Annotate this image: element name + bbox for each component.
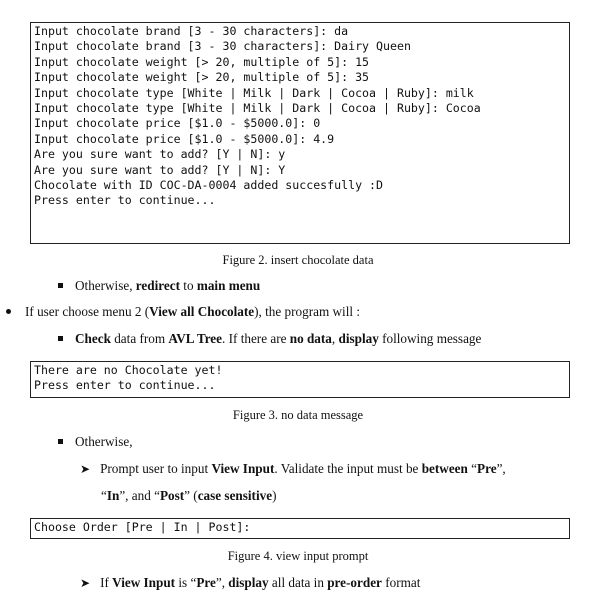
console-line: Input chocolate type [White | Milk | Dark | Cocoa | Ruby]: milk: [34, 85, 474, 100]
console-line: Input chocolate price [$1.0 - $5000.0]: 0: [34, 116, 321, 131]
bullet-check-data: Check data from AVL Tree. If there are no data, display following message: [58, 331, 481, 347]
console-line: Input chocolate type [White | Milk | Dark | Cocoa | Ruby]: Cocoa: [34, 101, 481, 116]
figure2-console: [30, 22, 570, 244]
console-line: Input chocolate price [$1.0 - $5000.0]: 4.9: [34, 131, 335, 146]
console-line: Input chocolate brand [3 - 30 characters]: Dairy Queen: [34, 39, 411, 54]
round-bullet-icon: [6, 309, 11, 314]
console-line: Input chocolate brand [3 - 30 characters]: da: [34, 24, 349, 38]
bullet-menu-2: If user choose menu 2 (View all Chocolate), the program will :: [6, 304, 360, 320]
arrow-bullet-icon: ➤: [80, 576, 91, 590]
console-line: Press enter to continue...: [34, 378, 216, 393]
console-line: Choose Order [Pre | In | Post]:: [34, 520, 251, 534]
figure3-caption: Figure 3. no data message: [232, 408, 364, 422]
arrow-item-prompt: ➤ Prompt user to input View Input. Validate the input must be between “Pre”,: [80, 461, 506, 476]
bullet-otherwise: Otherwise,: [58, 434, 133, 450]
figure4-caption: Figure 4. view input prompt: [227, 549, 369, 563]
figure3-console: [30, 361, 570, 398]
square-bullet-icon: [58, 336, 63, 341]
arrow-bullet-icon: ➤: [80, 462, 91, 476]
bullet-otherwise-redirect: Otherwise, redirect to main menu: [58, 278, 260, 294]
console-line: There are no Chocolate yet!: [34, 363, 223, 377]
console-line: Input chocolate weight [> 20, multiple of 5]: 15: [34, 54, 370, 69]
console-line: Press enter to continue...: [34, 193, 216, 208]
figure2-caption: Figure 2. insert chocolate data: [222, 253, 374, 267]
figure4-console: [30, 518, 570, 539]
console-line: Are you sure want to add? [Y | N]: y: [34, 147, 286, 162]
arrow-item-preorder: ➤ If View Input is “Pre”, display all data in pre-order format: [80, 575, 421, 590]
console-line: Are you sure want to add? [Y | N]: Y: [34, 162, 286, 177]
square-bullet-icon: [58, 283, 63, 288]
square-bullet-icon: [58, 439, 63, 444]
arrow-item-prompt-line2: “In”, and “Post” (case sensitive): [101, 488, 277, 503]
console-line: Chocolate with ID COC-DA-0004 added succesfully :D: [34, 178, 384, 193]
console-line: Input chocolate weight [> 20, multiple of 5]: 35: [34, 70, 370, 85]
